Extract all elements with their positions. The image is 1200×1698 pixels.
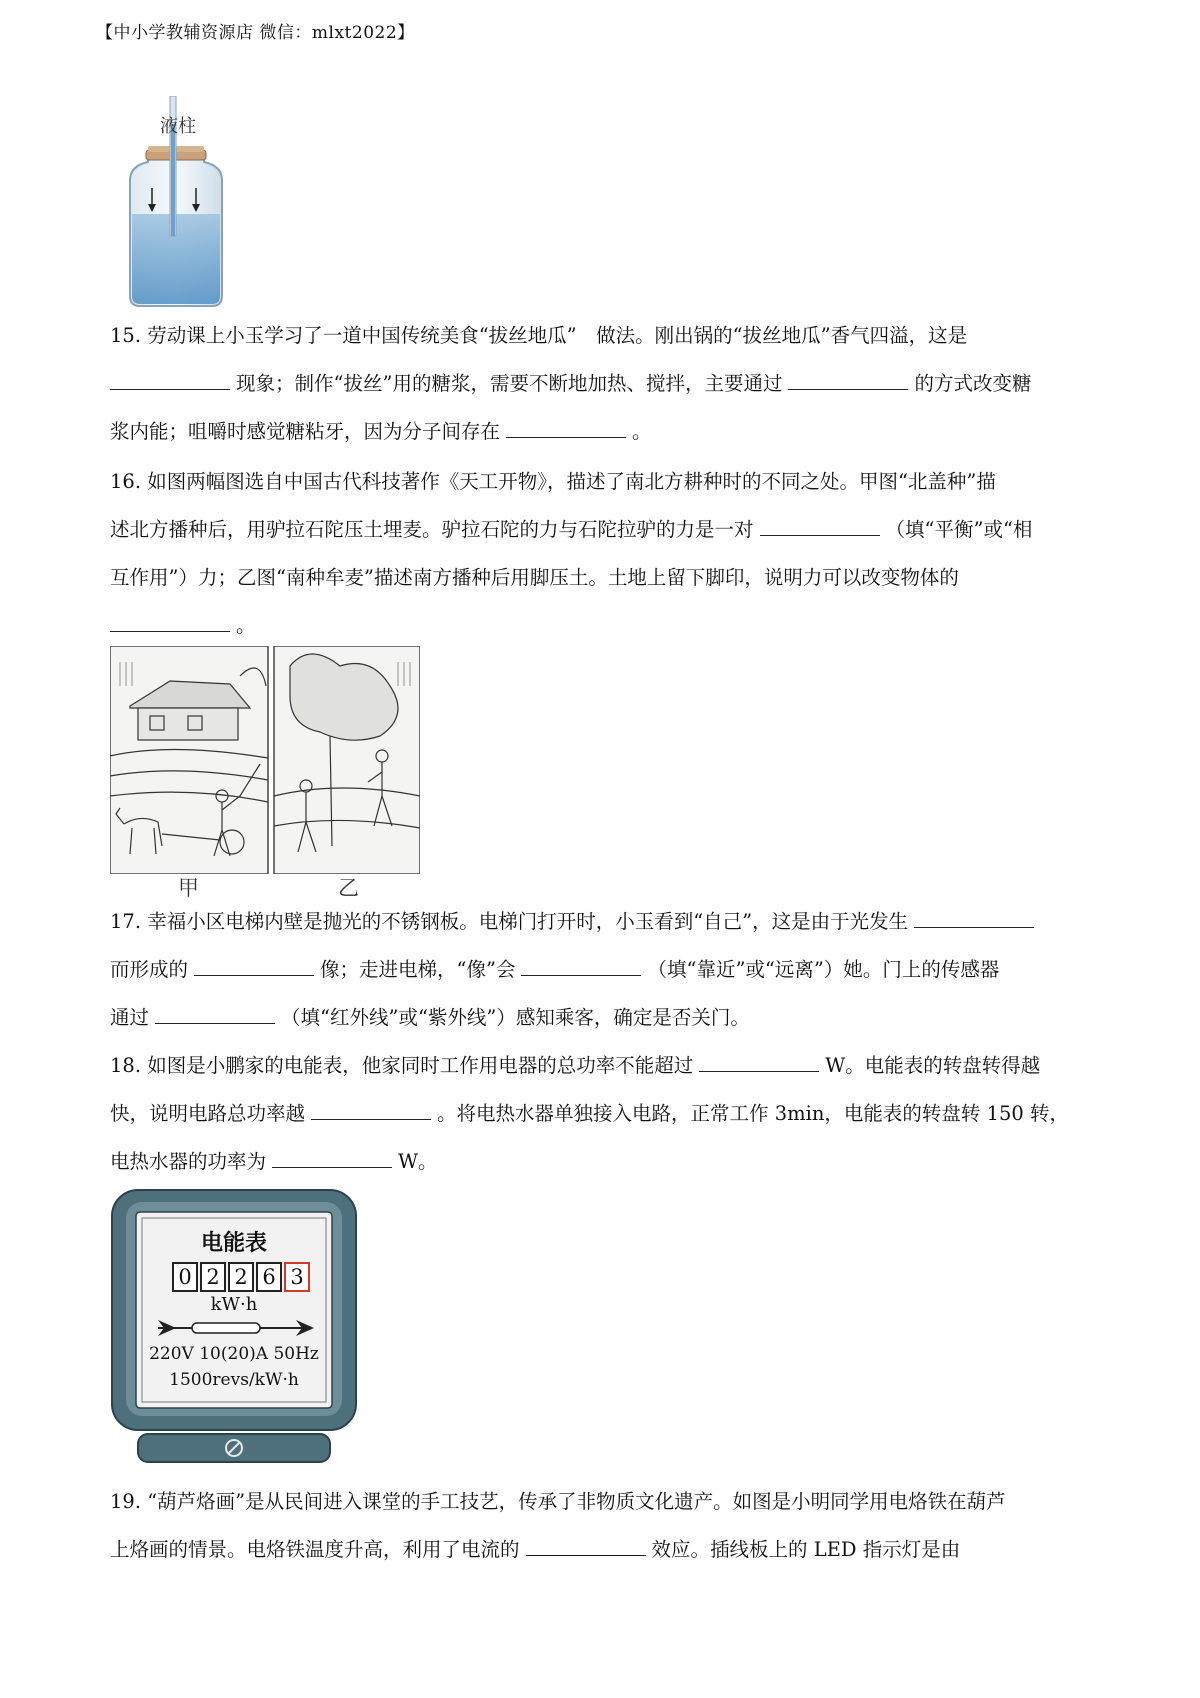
q16-line1: 16. 如图两幅图选自中国古代科技著作《天工开物》，描述了南北方耕种时的不同之处。甲图“北盖种”描 bbox=[110, 470, 996, 493]
label-jia: 甲 bbox=[178, 876, 199, 900]
question-19 bbox=[110, 1478, 1100, 1574]
tiangong-kaiwu-figure bbox=[110, 646, 420, 898]
q15-blank-2 bbox=[788, 371, 908, 390]
q17-blank-2 bbox=[194, 957, 314, 976]
q18-text-2: W。电能表的转盘转得越 bbox=[825, 1054, 1041, 1077]
q16-text-2: 述北方播种后，用驴拉石陀压土埋麦。驴拉石陀的力与石陀拉驴的力是一对 bbox=[110, 518, 754, 541]
meter-digit-4: 6 bbox=[256, 1262, 282, 1292]
question-18 bbox=[110, 1042, 1100, 1186]
q15-text-3: 的方式改变糖 bbox=[914, 372, 1032, 395]
meter-digits bbox=[172, 1262, 310, 1292]
q17-text-4: （填“靠近”或“远离”）她。门上的传感器 bbox=[647, 958, 1000, 981]
q15-blank-3 bbox=[506, 419, 626, 438]
q15-text-2: 现象；制作“拔丝”用的糖浆，需要不断地加热、搅拌，主要通过 bbox=[236, 372, 783, 395]
q16-text-3: （填“平衡”或“相 bbox=[885, 518, 1033, 541]
q18-blank-2 bbox=[311, 1101, 431, 1120]
question-17 bbox=[110, 898, 1100, 1042]
q17-text-6: （填“红外线”或“紫外线”）感知乘客，确定是否关门。 bbox=[281, 1006, 750, 1029]
q17-blank-3 bbox=[521, 957, 641, 976]
q18-line1: 18. 如图是小鹏家的电能表，他家同时工作用电器的总功率不能超过 bbox=[110, 1054, 694, 1077]
question-16 bbox=[110, 458, 1100, 650]
page-header: 【中小学教辅资源店 微信：mlxt2022】 bbox=[96, 23, 415, 43]
question-15 bbox=[110, 312, 1100, 456]
meter-digit-3: 2 bbox=[228, 1262, 254, 1292]
q19-text-2: 上烙画的情景。电烙铁温度升高，利用了电流的 bbox=[110, 1538, 520, 1561]
q16-blank-2 bbox=[110, 613, 230, 632]
q15-text-4: 浆内能；咀嚼时感觉糖粘牙，因为分子间存在 bbox=[110, 420, 501, 443]
q17-text-3: 像；走进电梯，“像”会 bbox=[320, 958, 516, 981]
meter-spec-revs: 1500revs/kW·h bbox=[169, 1370, 299, 1390]
bottle-figure bbox=[108, 96, 308, 311]
meter-digit-5: 3 bbox=[284, 1262, 310, 1292]
meter-digit-2: 2 bbox=[200, 1262, 226, 1292]
electric-meter bbox=[110, 1188, 360, 1468]
q15-line1: 15. 劳动课上小玉学习了一道中国传统美食“拔丝地瓜” 做法。刚出锅的“拔丝地瓜”香气四溢，这是 bbox=[110, 324, 968, 347]
q16-text-5: 。 bbox=[236, 614, 256, 637]
q16-text-4: 互作用”）力；乙图“南种牟麦”描述南方播种后用脚压土。土地上留下脚印，说明力可以改变物体的 bbox=[110, 566, 959, 589]
q16-blank-1 bbox=[760, 517, 880, 536]
meter-unit: kW·h bbox=[210, 1294, 258, 1315]
q19-text-3: 效应。插线板上的 LED 指示灯是由 bbox=[651, 1538, 961, 1561]
q15-blank-1 bbox=[110, 371, 230, 390]
q17-text-2: 而形成的 bbox=[110, 958, 189, 981]
q15-text-5: 。 bbox=[632, 420, 652, 443]
q17-text-5: 通过 bbox=[110, 1006, 150, 1029]
q17-blank-4 bbox=[155, 1005, 275, 1024]
meter-title: 电能表 bbox=[200, 1231, 267, 1256]
q17-blank-1 bbox=[914, 909, 1034, 928]
woodcut-panels bbox=[110, 646, 420, 874]
q18-blank-1 bbox=[699, 1053, 819, 1072]
bottle-illustration bbox=[108, 96, 308, 311]
label-yi: 乙 bbox=[338, 876, 359, 900]
meter-spec-voltage: 220V 10(20)A 50Hz bbox=[149, 1344, 319, 1364]
q18-text-4: 。将电热水器单独接入电路，正常工作 3min，电能表的转盘转 150 转， bbox=[437, 1102, 1070, 1125]
q18-text-5: 电热水器的功率为 bbox=[110, 1150, 267, 1173]
q19-line1: 19. “葫芦烙画”是从民间进入课堂的手工技艺，传承了非物质文化遗产。如图是小明同学用电烙铁在葫芦 bbox=[110, 1490, 1006, 1513]
q18-blank-3 bbox=[272, 1149, 392, 1168]
q17-line1: 17. 幸福小区电梯内壁是抛光的不锈钢板。电梯门打开时，小玉看到“自己”，这是由于光发生 bbox=[110, 910, 909, 933]
q19-blank-1 bbox=[526, 1537, 646, 1556]
meter-digit-1: 0 bbox=[172, 1262, 198, 1292]
liquid-column-label: 液柱 bbox=[160, 116, 196, 137]
q18-text-3: 快，说明电路总功率越 bbox=[110, 1102, 306, 1125]
q18-text-6: W。 bbox=[398, 1150, 438, 1173]
